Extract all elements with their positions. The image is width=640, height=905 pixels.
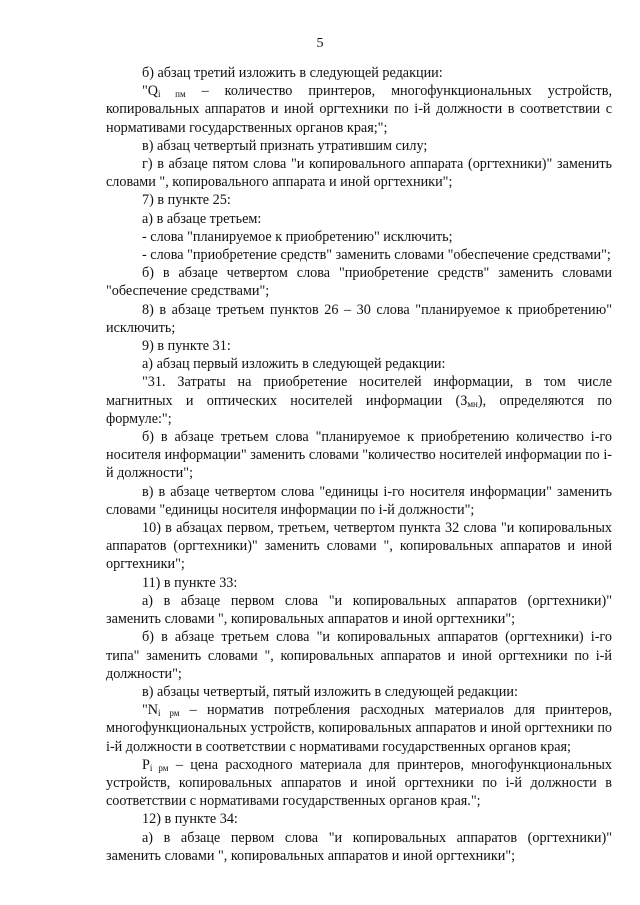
paragraph: - слова "приобретение средств" заменить словами "обеспечение средствами"; bbox=[142, 247, 611, 264]
paragraph: в) в абзаце четвертом слова "единицы i-го носителя информации" заменить словами "единицы носителя информации по i-й должности"; bbox=[106, 483, 612, 518]
document-body bbox=[106, 64, 612, 865]
paragraph: 9) в пункте 31: bbox=[142, 338, 231, 355]
paragraph: б) в абзаце третьем слова "планируемое к приобретению количество i-го носителя информации" заменить словами "количество носителей информации по i-й должности"; bbox=[106, 429, 612, 482]
paragraph: "$N_{i рм}$ – норматив потребления расходных материалов для принтеров, многофункциональных устройств, копировальных аппаратов и иной оргтехники по i-й должности в соответствии с нормативами государственных органов края; bbox=[106, 702, 612, 755]
page-number: 5 bbox=[316, 36, 324, 51]
paragraph: 8) в абзаце третьем пунктов 26 – 30 слова "планируемое к приобретению" исключить; bbox=[106, 301, 612, 336]
paragraph: - слова "планируемое к приобретению" исключить; bbox=[142, 228, 453, 245]
paragraph: 11) в пункте 33: bbox=[142, 574, 238, 591]
paragraph: в) абзацы четвертый, пятый изложить в следующей редакции: bbox=[142, 683, 518, 700]
paragraph: "31. Затраты на приобретение носителей информации, в том числе магнитных и оптических носителей информации $(З_{мн})$, определяются по формуле:"; bbox=[106, 374, 613, 427]
paragraph: б) абзац третий изложить в следующей редакции: bbox=[142, 65, 443, 81]
paragraph: а) в абзаце первом слова "и копировальных аппаратов (оргтехники)" заменить словами ", копировальных аппаратов и иной оргтехники"; bbox=[106, 592, 612, 628]
paragraph: 10) в абзацах первом, третьем, четвертом пункта 32 слова "и копировальных аппаратов (оргтехники)" заменить словами ", копировальных аппаратов и иной оргтехники"; bbox=[106, 520, 612, 573]
paragraph: а) в абзаце третьем: bbox=[142, 210, 262, 227]
paragraph: а) абзац первый изложить в следующей редакции: bbox=[142, 356, 446, 373]
paragraph: г) в абзаце пятом слова "и копировального аппарата (оргтехники)" заменить словами ", копировального аппарата и иной оргтехники"; bbox=[106, 156, 612, 191]
paragraph: 12) в пункте 34: bbox=[142, 811, 238, 828]
paragraph: а) в абзаце первом слова "и копировальных аппаратов (оргтехники)" заменить словами ", копировальных аппаратов и иной оргтехники"; bbox=[106, 829, 612, 864]
paragraph: в) абзац четвертый признать утратившим силу; bbox=[142, 137, 428, 154]
paragraph: $P_{i рм}$ – цена расходного материала для принтеров, многофункциональных устройств, копировальных аппаратов и иной оргтехники по i-й должности в соответствии с нормативами государственных органов края."; bbox=[106, 756, 612, 810]
paragraph: "$Q_{i пм}$ – количество принтеров, многофункциональных устройств, копировальных аппаратов и иной оргтехники по i-й должности в соответствии с нормативами государственных органов края;"; bbox=[106, 83, 612, 136]
paragraph: 7) в пункте 25: bbox=[142, 192, 231, 209]
paragraph: б) в абзаце третьем слова "и копировальных аппаратов (оргтехники) i-го типа" заменить словами ", копировальных аппаратов и иной оргтехники по i-й должности"; bbox=[106, 629, 612, 682]
paragraph: б) в абзаце четвертом слова "приобретение средств" заменить словами "обеспечение средствами"; bbox=[106, 265, 612, 300]
